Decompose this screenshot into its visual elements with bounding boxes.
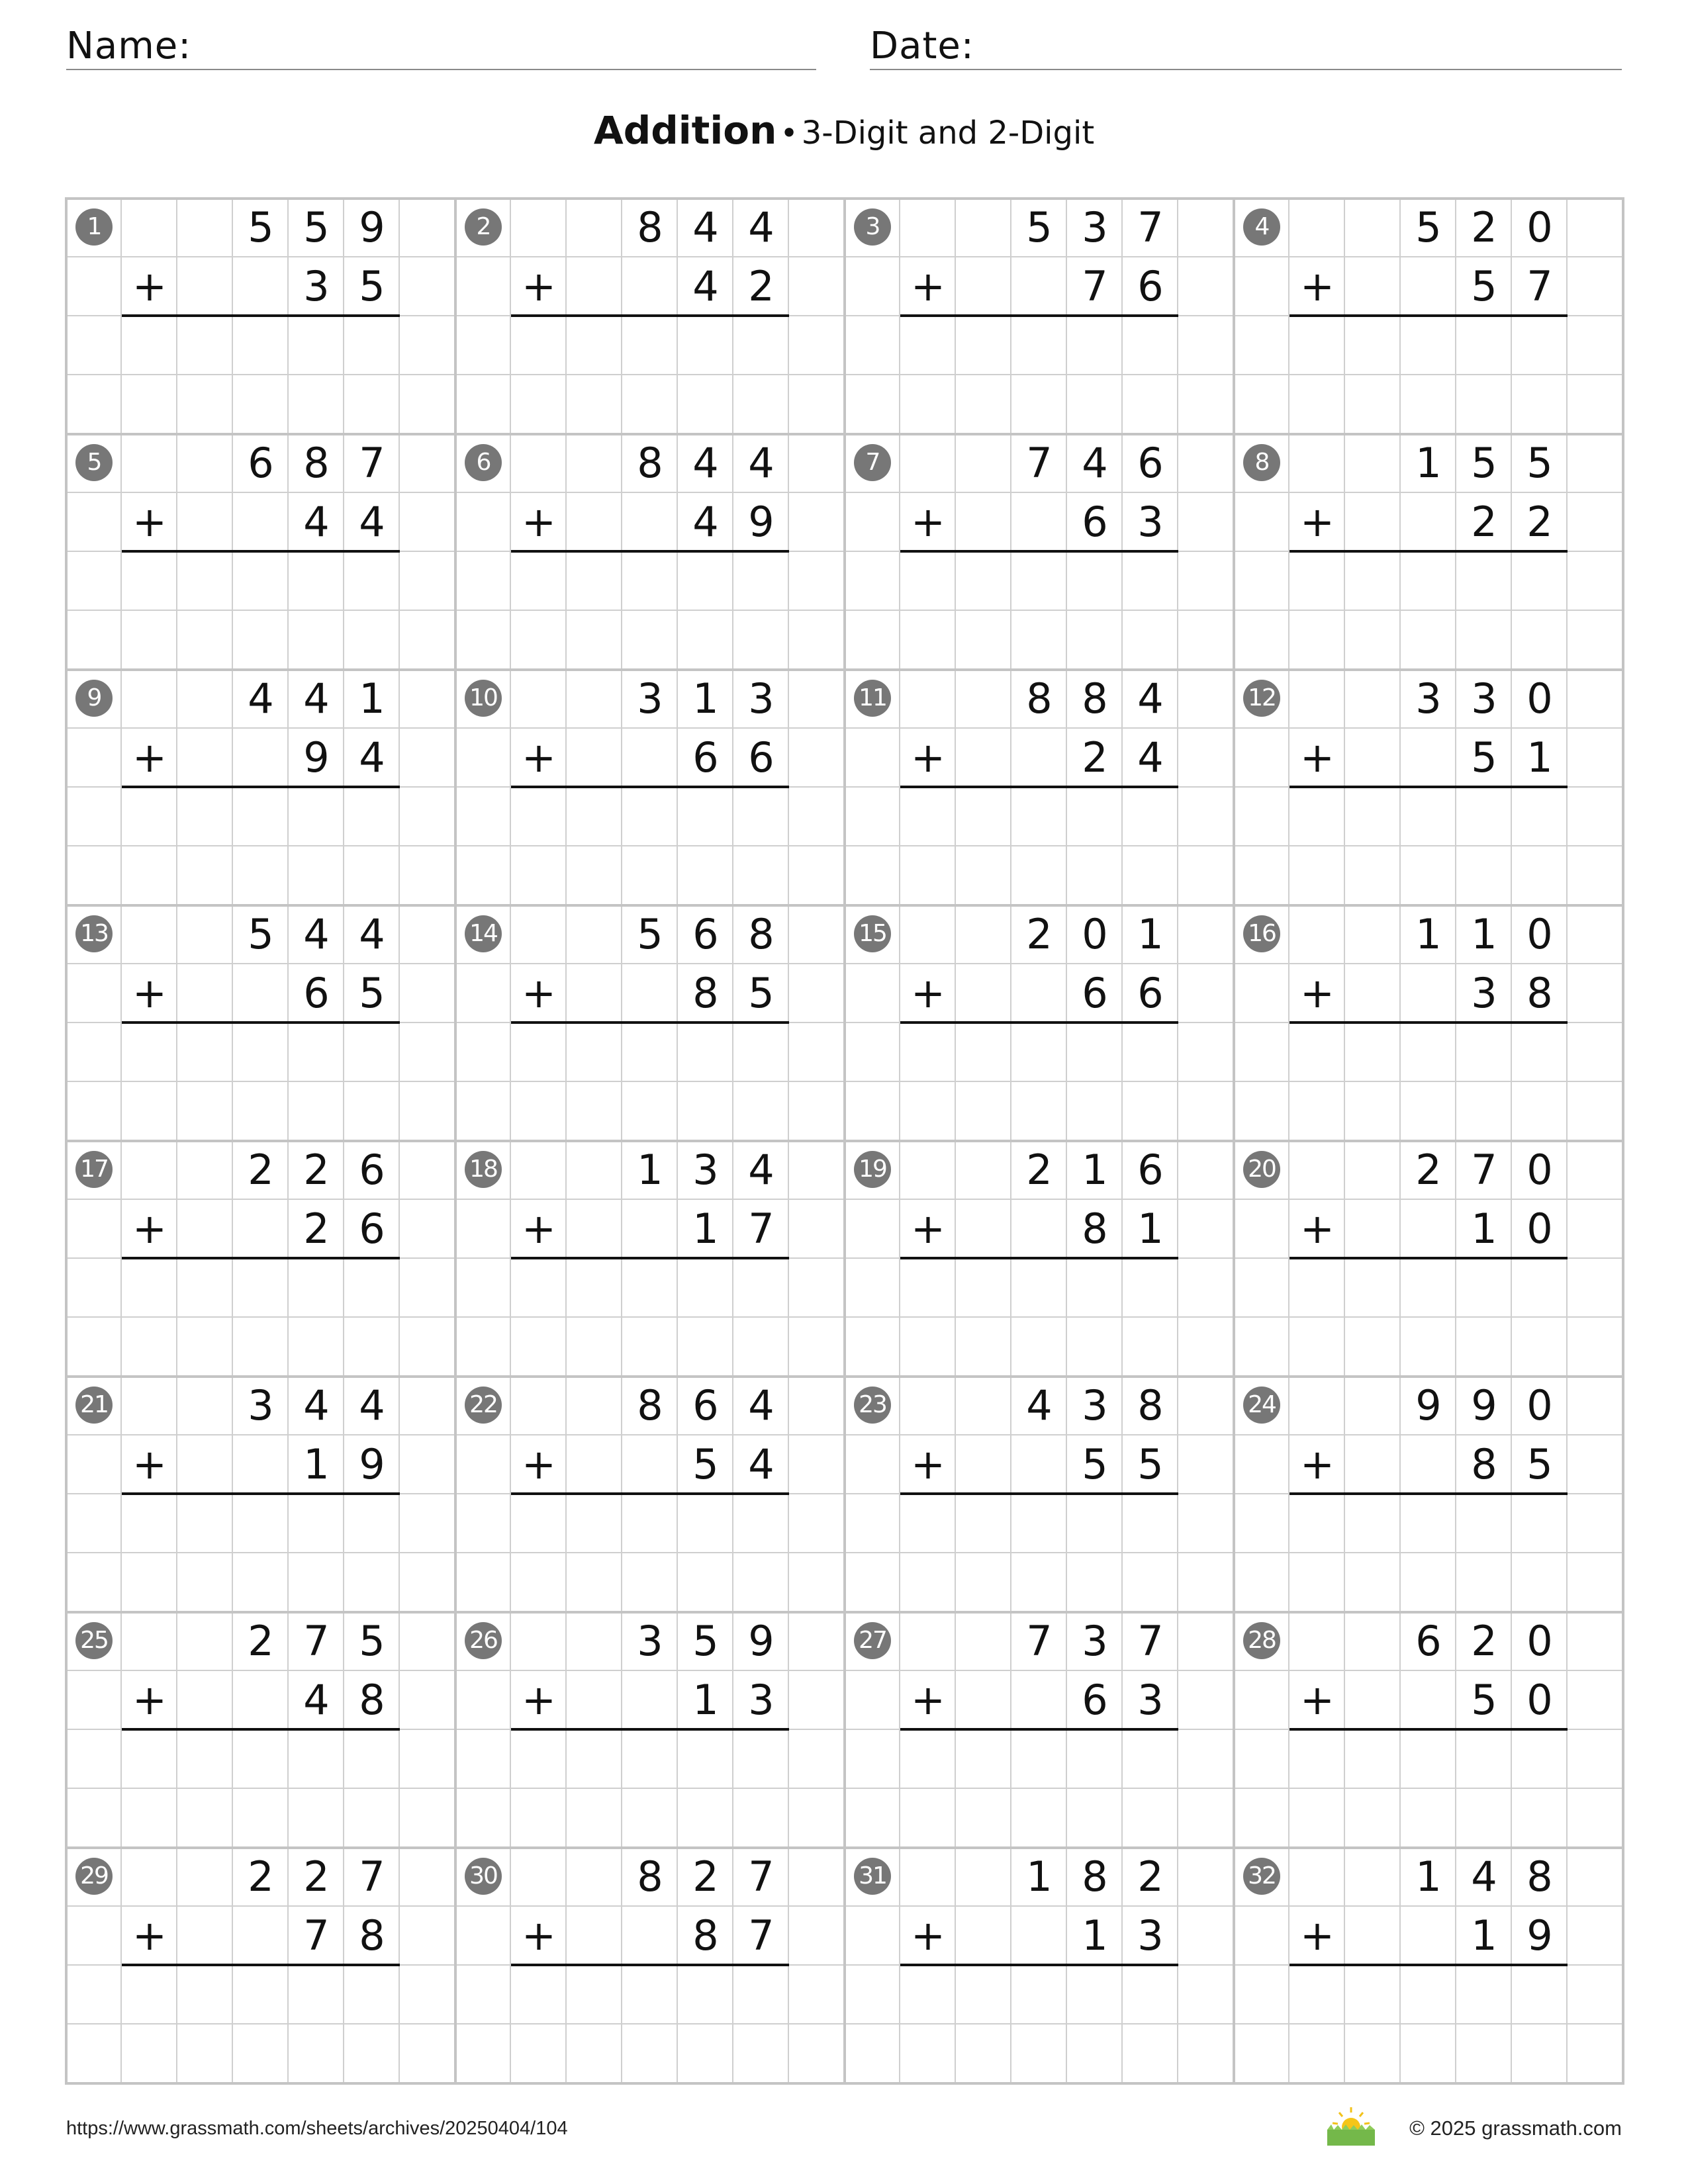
top-digit: 0 [1526,674,1553,723]
top-digit: 5 [248,203,274,251]
bottom-digit: 3 [1137,1676,1164,1724]
top-digit: 8 [748,910,774,958]
bottom-digit: 8 [692,1911,719,1960]
top-digit: 7 [1137,203,1164,251]
top-digit: 1 [1137,910,1164,958]
answer-line [900,786,1178,788]
bottom-digit: 8 [359,1676,385,1724]
answer-line [900,314,1178,317]
answer-line [122,1728,400,1731]
top-digit: 1 [1082,1146,1108,1194]
answer-line [511,314,789,317]
problem-number-badge: 30 [465,1858,502,1895]
bottom-digit: 6 [359,1205,385,1253]
top-digit: 8 [1526,1852,1553,1901]
plus-sign: + [132,1911,167,1960]
top-digit: 9 [359,203,385,251]
bottom-digit: 8 [1526,969,1553,1017]
bottom-digit: 2 [748,262,774,310]
problem-number-badge: 10 [465,680,502,717]
bottom-digit: 7 [303,1911,330,1960]
plus-sign: + [911,1440,945,1488]
bottom-digit: 4 [692,262,719,310]
top-digit: 4 [748,439,774,487]
problem-number-badge: 6 [465,444,502,481]
answer-line [511,550,789,553]
plus-sign: + [132,262,167,310]
bottom-digit: 2 [1526,498,1553,546]
plus-sign: + [1300,1440,1335,1488]
plus-sign: + [132,969,167,1017]
bottom-digit: 5 [1526,1440,1553,1488]
top-digit: 4 [359,910,385,958]
bottom-digit: 8 [692,969,719,1017]
answer-line [122,314,400,317]
top-digit: 3 [248,1381,274,1430]
top-digit: 1 [692,674,719,723]
answer-line [1289,786,1568,788]
bottom-digit: 4 [1137,733,1164,782]
top-digit: 6 [692,910,719,958]
top-digit: 0 [1526,910,1553,958]
bottom-digit: 8 [1082,1205,1108,1253]
top-digit: 7 [1026,1617,1053,1665]
top-digit: 0 [1082,910,1108,958]
top-digit: 4 [748,203,774,251]
bottom-digit: 1 [692,1205,719,1253]
plus-sign: + [1300,1676,1335,1724]
top-digit: 0 [1526,1617,1553,1665]
bottom-digit: 6 [692,733,719,782]
bottom-digit: 3 [1471,969,1497,1017]
plus-sign: + [911,969,945,1017]
top-digit: 1 [1415,1852,1442,1901]
top-digit: 7 [1137,1617,1164,1665]
top-digit: 4 [1471,1852,1497,1901]
answer-line [122,1964,400,1966]
top-digit: 0 [1526,1146,1553,1194]
plus-sign: + [1300,1205,1335,1253]
top-digit: 4 [303,910,330,958]
top-digit: 4 [692,203,719,251]
top-digit: 6 [1137,1146,1164,1194]
bottom-digit: 1 [1471,1911,1497,1960]
bottom-digit: 1 [692,1676,719,1724]
top-digit: 2 [303,1852,330,1901]
top-digit: 4 [748,1381,774,1430]
problem-number-badge: 21 [75,1387,113,1424]
top-digit: 3 [1082,1617,1108,1665]
top-digit: 8 [637,1852,663,1901]
problem-number-badge: 3 [854,208,891,246]
bottom-digit: 5 [692,1440,719,1488]
bottom-digit: 8 [1471,1440,1497,1488]
top-digit: 1 [637,1146,663,1194]
bottom-digit: 6 [1082,498,1108,546]
top-digit: 2 [692,1852,719,1901]
top-digit: 4 [303,674,330,723]
answer-line [1289,550,1568,553]
top-digit: 9 [1415,1381,1442,1430]
top-digit: 1 [359,674,385,723]
problem-number-badge: 29 [75,1858,113,1895]
top-digit: 7 [1026,439,1053,487]
problem-number-badge: 17 [75,1151,113,1188]
answer-line [900,1964,1178,1966]
top-digit: 2 [1471,1617,1497,1665]
top-digit: 3 [1082,203,1108,251]
plus-sign: + [911,1911,945,1960]
bottom-digit: 5 [748,969,774,1017]
top-digit: 0 [1526,1381,1553,1430]
plus-sign: + [522,733,556,782]
problem-number-badge: 28 [1243,1622,1280,1659]
bottom-digit: 1 [1526,733,1553,782]
bottom-digit: 5 [1471,733,1497,782]
top-digit: 9 [1471,1381,1497,1430]
bottom-digit: 8 [359,1911,385,1960]
answer-line [1289,314,1568,317]
problem-number-badge: 27 [854,1622,891,1659]
top-digit: 4 [1026,1381,1053,1430]
top-digit: 2 [1137,1852,1164,1901]
plus-sign: + [1300,262,1335,310]
plus-sign: + [132,1676,167,1724]
top-digit: 4 [303,1381,330,1430]
plus-sign: + [132,1205,167,1253]
answer-line [1289,1964,1568,1966]
bottom-digit: 7 [1082,262,1108,310]
bottom-digit: 4 [303,498,330,546]
bottom-digit: 5 [1082,1440,1108,1488]
top-digit: 8 [1082,674,1108,723]
bottom-digit: 7 [1526,262,1553,310]
problem-number-badge: 24 [1243,1387,1280,1424]
top-digit: 2 [1415,1146,1442,1194]
bottom-digit: 3 [1137,1911,1164,1960]
top-digit: 5 [248,910,274,958]
bottom-digit: 5 [1471,262,1497,310]
top-digit: 8 [1082,1852,1108,1901]
top-digit: 6 [359,1146,385,1194]
top-digit: 4 [359,1381,385,1430]
answer-line [122,1492,400,1495]
bottom-digit: 5 [359,969,385,1017]
top-digit: 3 [1471,674,1497,723]
bottom-digit: 4 [359,733,385,782]
top-digit: 2 [248,1852,274,1901]
bottom-digit: 5 [1471,1676,1497,1724]
top-digit: 3 [1415,674,1442,723]
bottom-digit: 6 [748,733,774,782]
problem-number-badge: 20 [1243,1151,1280,1188]
bottom-digit: 2 [1082,733,1108,782]
sun-over-grass-icon [1325,2105,1378,2148]
top-digit: 8 [637,1381,663,1430]
top-digit: 4 [1082,439,1108,487]
answer-line [122,786,400,788]
problem-number-badge: 9 [75,680,113,717]
plus-sign: + [522,969,556,1017]
bottom-digit: 9 [748,498,774,546]
top-digit: 7 [1471,1146,1497,1194]
bottom-digit: 4 [359,498,385,546]
plus-sign: + [911,262,945,310]
bottom-digit: 2 [303,1205,330,1253]
bottom-digit: 1 [1137,1205,1164,1253]
problem-number-badge: 31 [854,1858,891,1895]
top-digit: 4 [248,674,274,723]
top-digit: 5 [637,910,663,958]
top-digit: 8 [1137,1381,1164,1430]
bottom-digit: 4 [692,498,719,546]
top-digit: 2 [1026,1146,1053,1194]
answer-line [1289,1728,1568,1731]
answer-line [511,1492,789,1495]
plus-sign: + [522,1676,556,1724]
problem-number-badge: 15 [854,915,891,952]
top-digit: 5 [1526,439,1553,487]
top-digit: 5 [692,1617,719,1665]
plus-sign: + [522,1911,556,1960]
problem-number-badge: 14 [465,915,502,952]
bottom-digit: 6 [303,969,330,1017]
plus-sign: + [911,733,945,782]
top-digit: 6 [248,439,274,487]
bottom-digit: 5 [1137,1440,1164,1488]
top-digit: 1 [1415,910,1442,958]
plus-sign: + [1300,498,1335,546]
top-digit: 2 [248,1146,274,1194]
top-digit: 2 [303,1146,330,1194]
top-digit: 2 [248,1617,274,1665]
plus-sign: + [1300,969,1335,1017]
top-digit: 8 [1026,674,1053,723]
top-digit: 5 [359,1617,385,1665]
bottom-digit: 3 [1137,498,1164,546]
problem-number-badge: 5 [75,444,113,481]
problem-number-badge: 8 [1243,444,1280,481]
problem-number-badge: 22 [465,1387,502,1424]
bottom-digit: 4 [748,1440,774,1488]
top-digit: 0 [1526,203,1553,251]
answer-line [900,550,1178,553]
answer-line [122,1257,400,1259]
problem-number-badge: 32 [1243,1858,1280,1895]
footer-copyright: © 2025 grassmath.com [1409,2116,1622,2140]
title-subtitle: 3-Digit and 2-Digit [801,114,1095,152]
bottom-digit: 9 [359,1440,385,1488]
plus-sign: + [911,1205,945,1253]
top-digit: 2 [1471,203,1497,251]
answer-line [511,1964,789,1966]
top-digit: 3 [748,674,774,723]
bottom-digit: 3 [303,262,330,310]
top-digit: 5 [303,203,330,251]
plus-sign: + [522,262,556,310]
title-separator: • [780,115,798,151]
top-digit: 3 [637,1617,663,1665]
answer-line [122,1021,400,1024]
top-digit: 5 [1471,439,1497,487]
problem-number-badge: 26 [465,1622,502,1659]
plus-sign: + [1300,1911,1335,1960]
answer-line [900,1492,1178,1495]
title-main: Addition [593,108,777,153]
top-digit: 8 [637,439,663,487]
top-digit: 9 [748,1617,774,1665]
bottom-digit: 4 [303,1676,330,1724]
problem-number-badge: 1 [75,208,113,246]
bottom-digit: 3 [748,1676,774,1724]
plus-sign: + [522,498,556,546]
problem-number-badge: 25 [75,1622,113,1659]
bottom-digit: 6 [1082,1676,1108,1724]
top-digit: 5 [1415,203,1442,251]
plus-sign: + [132,733,167,782]
problem-number-badge: 12 [1243,680,1280,717]
top-digit: 2 [1026,910,1053,958]
top-digit: 1 [1471,910,1497,958]
problem-number-badge: 23 [854,1387,891,1424]
answer-line [900,1021,1178,1024]
plus-sign: + [911,498,945,546]
bottom-digit: 6 [1137,969,1164,1017]
top-digit: 7 [359,439,385,487]
bottom-digit: 2 [1471,498,1497,546]
top-digit: 7 [359,1852,385,1901]
top-digit: 6 [1137,439,1164,487]
plus-sign: + [132,1440,167,1488]
problem-number-badge: 18 [465,1151,502,1188]
bottom-digit: 6 [1082,969,1108,1017]
top-digit: 3 [692,1146,719,1194]
answer-line [122,550,400,553]
top-digit: 4 [1137,674,1164,723]
top-digit: 1 [1415,439,1442,487]
bottom-digit: 5 [359,262,385,310]
answer-line [1289,1021,1568,1024]
bottom-digit: 9 [303,733,330,782]
answer-line [1289,1492,1568,1495]
top-digit: 4 [692,439,719,487]
bottom-digit: 9 [1526,1911,1553,1960]
bottom-digit: 1 [303,1440,330,1488]
bottom-digit: 7 [748,1911,774,1960]
plus-sign: + [522,1440,556,1488]
top-digit: 4 [748,1146,774,1194]
date-label: Date: [870,24,974,68]
bottom-digit: 0 [1526,1676,1553,1724]
top-digit: 5 [1026,203,1053,251]
top-digit: 1 [1026,1852,1053,1901]
plus-sign: + [522,1205,556,1253]
plus-sign: + [132,498,167,546]
bottom-digit: 1 [1082,1911,1108,1960]
answer-line [900,1728,1178,1731]
top-digit: 8 [637,203,663,251]
problem-number-badge: 4 [1243,208,1280,246]
top-digit: 6 [1415,1617,1442,1665]
bottom-digit: 7 [748,1205,774,1253]
top-digit: 7 [303,1617,330,1665]
problem-number-badge: 13 [75,915,113,952]
name-label: Name: [66,24,192,68]
problem-number-badge: 2 [465,208,502,246]
answer-line [511,1728,789,1731]
top-digit: 3 [1082,1381,1108,1430]
plus-sign: + [911,1676,945,1724]
answer-line [511,1021,789,1024]
answer-line [1289,1257,1568,1259]
plus-sign: + [1300,733,1335,782]
problem-number-badge: 16 [1243,915,1280,952]
problem-number-badge: 11 [854,680,891,717]
bottom-digit: 6 [1137,262,1164,310]
top-digit: 3 [637,674,663,723]
footer-url: https://www.grassmath.com/sheets/archives/20250404/104 [66,2118,568,2139]
top-digit: 8 [303,439,330,487]
answer-line [511,1257,789,1259]
top-digit: 7 [748,1852,774,1901]
problem-number-badge: 19 [854,1151,891,1188]
bottom-digit: 0 [1526,1205,1553,1253]
top-digit: 6 [692,1381,719,1430]
answer-line [511,786,789,788]
answer-line [900,1257,1178,1259]
problem-number-badge: 7 [854,444,891,481]
bottom-digit: 1 [1471,1205,1497,1253]
